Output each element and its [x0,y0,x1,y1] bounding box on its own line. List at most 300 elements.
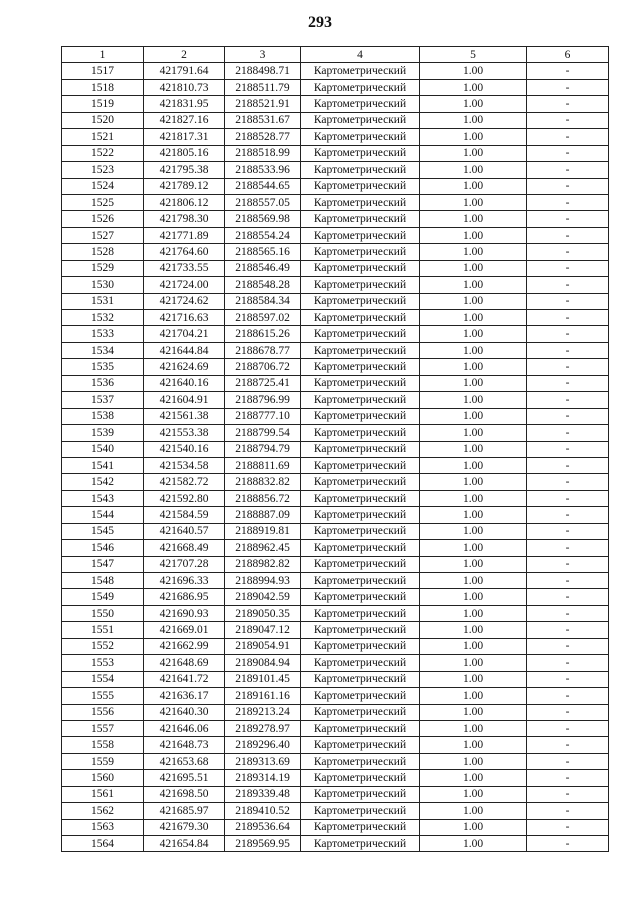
x-coordinate-cell: 421640.16 [144,375,225,391]
table-row [62,753,609,769]
table-row [62,507,609,523]
point-number-cell: 1522 [62,145,144,161]
method-cell: Картометрический [301,655,420,671]
method-cell: Картометрический [301,96,420,112]
x-coordinate-cell: 421831.95 [144,96,225,112]
x-coordinate-cell: 421540.16 [144,441,225,457]
method-cell: Картометрический [301,803,420,819]
note-cell: - [527,342,609,358]
method-cell: Картометрический [301,260,420,276]
note-cell: - [527,392,609,408]
method-cell: Картометрический [301,342,420,358]
accuracy-cell: 1.00 [420,836,527,852]
table-row [62,819,609,835]
x-coordinate-cell: 421690.93 [144,605,225,621]
x-coordinate-cell: 421707.28 [144,556,225,572]
point-number-cell: 1562 [62,803,144,819]
x-coordinate-cell: 421695.51 [144,770,225,786]
accuracy-cell: 1.00 [420,129,527,145]
point-number-cell: 1555 [62,688,144,704]
accuracy-cell: 1.00 [420,112,527,128]
x-coordinate-cell: 421644.84 [144,342,225,358]
method-cell: Картометрический [301,507,420,523]
table-row [62,638,609,654]
column-header: 4 [301,47,420,63]
table-row [62,145,609,161]
method-cell: Картометрический [301,129,420,145]
accuracy-cell: 1.00 [420,277,527,293]
point-number-cell: 1550 [62,605,144,621]
table-row [62,425,609,441]
table-row [62,178,609,194]
y-coordinate-cell: 2188777.10 [225,408,301,424]
y-coordinate-cell: 2188794.79 [225,441,301,457]
accuracy-cell: 1.00 [420,441,527,457]
method-cell: Картометрический [301,836,420,852]
x-coordinate-cell: 421805.16 [144,145,225,161]
accuracy-cell: 1.00 [420,145,527,161]
y-coordinate-cell: 2188557.05 [225,194,301,210]
accuracy-cell: 1.00 [420,392,527,408]
table-row [62,277,609,293]
table-row [62,359,609,375]
accuracy-cell: 1.00 [420,507,527,523]
accuracy-cell: 1.00 [420,688,527,704]
note-cell: - [527,556,609,572]
table-row [62,490,609,506]
accuracy-cell: 1.00 [420,540,527,556]
accuracy-cell: 1.00 [420,573,527,589]
point-number-cell: 1531 [62,293,144,309]
y-coordinate-cell: 2188528.77 [225,129,301,145]
method-cell: Картометрический [301,786,420,802]
method-cell: Картометрический [301,244,420,260]
accuracy-cell: 1.00 [420,638,527,654]
x-coordinate-cell: 421827.16 [144,112,225,128]
note-cell: - [527,310,609,326]
point-number-cell: 1528 [62,244,144,260]
table-body [62,63,609,852]
table-row [62,310,609,326]
accuracy-cell: 1.00 [420,622,527,638]
table-row [62,457,609,473]
table-row [62,605,609,621]
method-cell: Картометрический [301,441,420,457]
note-cell: - [527,474,609,490]
x-coordinate-cell: 421553.38 [144,425,225,441]
method-cell: Картометрический [301,573,420,589]
y-coordinate-cell: 2188565.16 [225,244,301,260]
note-cell: - [527,79,609,95]
note-cell: - [527,260,609,276]
accuracy-cell: 1.00 [420,342,527,358]
point-number-cell: 1537 [62,392,144,408]
accuracy-cell: 1.00 [420,490,527,506]
note-cell: - [527,803,609,819]
point-number-cell: 1563 [62,819,144,835]
x-coordinate-cell: 421698.50 [144,786,225,802]
accuracy-cell: 1.00 [420,79,527,95]
accuracy-cell: 1.00 [420,96,527,112]
note-cell: - [527,162,609,178]
accuracy-cell: 1.00 [420,605,527,621]
table-row [62,803,609,819]
x-coordinate-cell: 421653.68 [144,753,225,769]
y-coordinate-cell: 2189042.59 [225,589,301,605]
table-row [62,63,609,79]
method-cell: Картометрический [301,540,420,556]
x-coordinate-cell: 421584.59 [144,507,225,523]
method-cell: Картометрический [301,408,420,424]
note-cell: - [527,441,609,457]
table-row [62,79,609,95]
x-coordinate-cell: 421724.00 [144,277,225,293]
accuracy-cell: 1.00 [420,655,527,671]
table-row [62,573,609,589]
column-header: 3 [225,47,301,63]
note-cell: - [527,573,609,589]
y-coordinate-cell: 2189410.52 [225,803,301,819]
note-cell: - [527,671,609,687]
point-number-cell: 1548 [62,573,144,589]
page-number: 293 [308,14,332,31]
note-cell: - [527,507,609,523]
x-coordinate-cell: 421641.72 [144,671,225,687]
x-coordinate-cell: 421685.97 [144,803,225,819]
point-number-cell: 1561 [62,786,144,802]
table-header-row [62,47,609,63]
point-number-cell: 1549 [62,589,144,605]
point-number-cell: 1543 [62,490,144,506]
accuracy-cell: 1.00 [420,326,527,342]
method-cell: Картометрический [301,605,420,621]
method-cell: Картометрический [301,474,420,490]
table-row [62,129,609,145]
point-number-cell: 1559 [62,753,144,769]
note-cell: - [527,490,609,506]
accuracy-cell: 1.00 [420,194,527,210]
note-cell: - [527,112,609,128]
x-coordinate-cell: 421733.55 [144,260,225,276]
note-cell: - [527,786,609,802]
y-coordinate-cell: 2189339.48 [225,786,301,802]
x-coordinate-cell: 421604.91 [144,392,225,408]
table-row [62,836,609,852]
column-header: 6 [527,47,609,63]
y-coordinate-cell: 2189161.16 [225,688,301,704]
note-cell: - [527,326,609,342]
note-cell: - [527,244,609,260]
point-number-cell: 1547 [62,556,144,572]
y-coordinate-cell: 2188615.26 [225,326,301,342]
method-cell: Картометрический [301,589,420,605]
x-coordinate-cell: 421648.69 [144,655,225,671]
accuracy-cell: 1.00 [420,227,527,243]
point-number-cell: 1539 [62,425,144,441]
y-coordinate-cell: 2188533.96 [225,162,301,178]
note-cell: - [527,277,609,293]
x-coordinate-cell: 421669.01 [144,622,225,638]
point-number-cell: 1533 [62,326,144,342]
x-coordinate-cell: 421795.38 [144,162,225,178]
method-cell: Картометрический [301,819,420,835]
accuracy-cell: 1.00 [420,310,527,326]
note-cell: - [527,227,609,243]
x-coordinate-cell: 421810.73 [144,79,225,95]
x-coordinate-cell: 421668.49 [144,540,225,556]
note-cell: - [527,819,609,835]
method-cell: Картометрический [301,457,420,473]
y-coordinate-cell: 2188725.41 [225,375,301,391]
x-coordinate-cell: 421654.84 [144,836,225,852]
point-number-cell: 1527 [62,227,144,243]
y-coordinate-cell: 2188548.28 [225,277,301,293]
column-header: 2 [144,47,225,63]
point-number-cell: 1526 [62,211,144,227]
x-coordinate-cell: 421771.89 [144,227,225,243]
note-cell: - [527,145,609,161]
accuracy-cell: 1.00 [420,819,527,835]
point-number-cell: 1534 [62,342,144,358]
method-cell: Картометрический [301,277,420,293]
note-cell: - [527,96,609,112]
accuracy-cell: 1.00 [420,293,527,309]
y-coordinate-cell: 2189101.45 [225,671,301,687]
accuracy-cell: 1.00 [420,720,527,736]
method-cell: Картометрический [301,425,420,441]
point-number-cell: 1518 [62,79,144,95]
y-coordinate-cell: 2188511.79 [225,79,301,95]
point-number-cell: 1544 [62,507,144,523]
y-coordinate-cell: 2189084.94 [225,655,301,671]
accuracy-cell: 1.00 [420,211,527,227]
method-cell: Картометрический [301,162,420,178]
y-coordinate-cell: 2188569.98 [225,211,301,227]
accuracy-cell: 1.00 [420,786,527,802]
note-cell: - [527,293,609,309]
x-coordinate-cell: 421806.12 [144,194,225,210]
table-row [62,211,609,227]
method-cell: Картометрический [301,194,420,210]
y-coordinate-cell: 2188811.69 [225,457,301,473]
method-cell: Картометрический [301,63,420,79]
table-row [62,162,609,178]
point-number-cell: 1520 [62,112,144,128]
accuracy-cell: 1.00 [420,425,527,441]
x-coordinate-cell: 421592.80 [144,490,225,506]
y-coordinate-cell: 2188796.99 [225,392,301,408]
table-row [62,540,609,556]
note-cell: - [527,720,609,736]
table-row [62,342,609,358]
y-coordinate-cell: 2188856.72 [225,490,301,506]
point-number-cell: 1524 [62,178,144,194]
x-coordinate-cell: 421798.30 [144,211,225,227]
table-row [62,770,609,786]
table-row [62,112,609,128]
table-row [62,671,609,687]
accuracy-cell: 1.00 [420,671,527,687]
point-number-cell: 1558 [62,737,144,753]
x-coordinate-cell: 421679.30 [144,819,225,835]
point-number-cell: 1521 [62,129,144,145]
note-cell: - [527,622,609,638]
accuracy-cell: 1.00 [420,63,527,79]
note-cell: - [527,589,609,605]
x-coordinate-cell: 421724.62 [144,293,225,309]
point-number-cell: 1536 [62,375,144,391]
x-coordinate-cell: 421817.31 [144,129,225,145]
y-coordinate-cell: 2188584.34 [225,293,301,309]
y-coordinate-cell: 2188982.82 [225,556,301,572]
y-coordinate-cell: 2189296.40 [225,737,301,753]
method-cell: Картометрический [301,375,420,391]
y-coordinate-cell: 2188546.49 [225,260,301,276]
note-cell: - [527,655,609,671]
table-row [62,720,609,736]
table-row [62,474,609,490]
table-row [62,392,609,408]
point-number-cell: 1557 [62,720,144,736]
point-number-cell: 1538 [62,408,144,424]
note-cell: - [527,194,609,210]
y-coordinate-cell: 2188832.82 [225,474,301,490]
y-coordinate-cell: 2189569.95 [225,836,301,852]
y-coordinate-cell: 2188887.09 [225,507,301,523]
note-cell: - [527,211,609,227]
y-coordinate-cell: 2188678.77 [225,342,301,358]
method-cell: Картометрический [301,359,420,375]
table-row [62,688,609,704]
table-row [62,556,609,572]
point-number-cell: 1546 [62,540,144,556]
y-coordinate-cell: 2189054.91 [225,638,301,654]
table-row [62,244,609,260]
column-header: 1 [62,47,144,63]
method-cell: Картометрический [301,211,420,227]
table-row [62,622,609,638]
table-row [62,786,609,802]
x-coordinate-cell: 421582.72 [144,474,225,490]
note-cell: - [527,605,609,621]
note-cell: - [527,408,609,424]
point-number-cell: 1523 [62,162,144,178]
x-coordinate-cell: 421686.95 [144,589,225,605]
method-cell: Картометрический [301,392,420,408]
y-coordinate-cell: 2189050.35 [225,605,301,621]
x-coordinate-cell: 421791.64 [144,63,225,79]
x-coordinate-cell: 421624.69 [144,359,225,375]
x-coordinate-cell: 421561.38 [144,408,225,424]
point-number-cell: 1519 [62,96,144,112]
note-cell: - [527,425,609,441]
table-row [62,96,609,112]
point-number-cell: 1545 [62,523,144,539]
point-number-cell: 1525 [62,194,144,210]
accuracy-cell: 1.00 [420,244,527,260]
point-number-cell: 1532 [62,310,144,326]
table-row [62,655,609,671]
x-coordinate-cell: 421534.58 [144,457,225,473]
method-cell: Картометрический [301,720,420,736]
y-coordinate-cell: 2188919.81 [225,523,301,539]
method-cell: Картометрический [301,671,420,687]
method-cell: Картометрический [301,622,420,638]
table-row [62,589,609,605]
y-coordinate-cell: 2188799.54 [225,425,301,441]
x-coordinate-cell: 421716.63 [144,310,225,326]
accuracy-cell: 1.00 [420,523,527,539]
note-cell: - [527,375,609,391]
method-cell: Картометрический [301,227,420,243]
coordinates-table [61,46,609,852]
x-coordinate-cell: 421704.21 [144,326,225,342]
point-number-cell: 1552 [62,638,144,654]
accuracy-cell: 1.00 [420,704,527,720]
x-coordinate-cell: 421646.06 [144,720,225,736]
point-number-cell: 1529 [62,260,144,276]
table-row [62,194,609,210]
note-cell: - [527,836,609,852]
table-row [62,326,609,342]
y-coordinate-cell: 2188962.45 [225,540,301,556]
table-row [62,227,609,243]
point-number-cell: 1551 [62,622,144,638]
note-cell: - [527,178,609,194]
note-cell: - [527,457,609,473]
accuracy-cell: 1.00 [420,770,527,786]
point-number-cell: 1542 [62,474,144,490]
method-cell: Картометрический [301,112,420,128]
x-coordinate-cell: 421640.30 [144,704,225,720]
accuracy-cell: 1.00 [420,474,527,490]
note-cell: - [527,540,609,556]
note-cell: - [527,523,609,539]
y-coordinate-cell: 2188706.72 [225,359,301,375]
method-cell: Картометрический [301,490,420,506]
method-cell: Картометрический [301,523,420,539]
accuracy-cell: 1.00 [420,260,527,276]
table-row [62,260,609,276]
y-coordinate-cell: 2188521.91 [225,96,301,112]
method-cell: Картометрический [301,638,420,654]
y-coordinate-cell: 2188597.02 [225,310,301,326]
method-cell: Картометрический [301,293,420,309]
accuracy-cell: 1.00 [420,737,527,753]
table-row [62,293,609,309]
point-number-cell: 1554 [62,671,144,687]
accuracy-cell: 1.00 [420,178,527,194]
y-coordinate-cell: 2189313.69 [225,753,301,769]
point-number-cell: 1564 [62,836,144,852]
column-header: 5 [420,47,527,63]
y-coordinate-cell: 2189047.12 [225,622,301,638]
accuracy-cell: 1.00 [420,556,527,572]
point-number-cell: 1540 [62,441,144,457]
y-coordinate-cell: 2189213.24 [225,704,301,720]
accuracy-cell: 1.00 [420,408,527,424]
accuracy-cell: 1.00 [420,457,527,473]
note-cell: - [527,63,609,79]
method-cell: Картометрический [301,737,420,753]
method-cell: Картометрический [301,145,420,161]
y-coordinate-cell: 2189536.64 [225,819,301,835]
method-cell: Картометрический [301,704,420,720]
x-coordinate-cell: 421640.57 [144,523,225,539]
method-cell: Картометрический [301,770,420,786]
x-coordinate-cell: 421696.33 [144,573,225,589]
point-number-cell: 1556 [62,704,144,720]
